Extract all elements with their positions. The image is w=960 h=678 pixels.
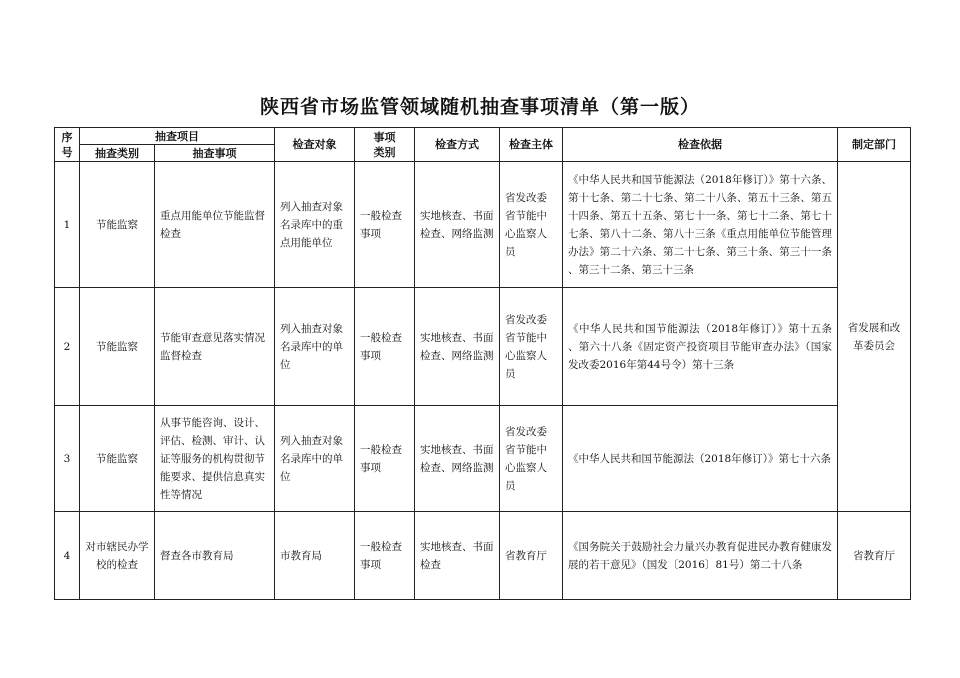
cell-subject: 省发改委省节能中心监察人员 [500,162,563,288]
header-check-object: 检查对象 [275,128,355,162]
header-seq: 序 号 [55,128,80,162]
cell-dept: 省教育厅 [838,512,911,600]
cell-matter: 从事节能咨询、设计、评估、检测、审计、认证等服务的机构贯彻节能要求、提供信息真实性等情况 [155,406,275,512]
cell-basis: 《中华人民共和国节能源法（2018年修订）》第七十六条 [563,406,838,512]
cell-object: 列入抽查对象名录库中的重点用能单位 [275,162,355,288]
table-row [55,406,911,512]
header-matter-type: 事项 类别 [355,128,415,162]
cell-seq: 2 [55,288,80,406]
cell-object: 列入抽查对象名录库中的单位 [275,406,355,512]
header-check-item: 抽查项目 [80,128,275,145]
cell-seq: 4 [55,512,80,600]
header-check-category: 抽查类别 [80,145,155,162]
header-check-method: 检查方式 [415,128,500,162]
cell-object: 市教育局 [275,512,355,600]
cell-subject: 省教育厅 [500,512,563,600]
page-title: 陕西省市场监管领域随机抽查事项清单（第一版） [259,96,700,118]
cell-method: 实地核查、书面检查、网络监测 [415,406,500,512]
cell-seq: 3 [55,406,80,512]
cell-subject: 省发改委省节能中心监察人员 [500,406,563,512]
cell-category: 节能监察 [80,406,155,512]
table-row [55,512,911,600]
cell-matter: 重点用能单位节能监督检查 [155,162,275,288]
cell-method: 实地核查、书面检查 [415,512,500,600]
cell-seq: 1 [55,162,80,288]
cell-method: 实地核查、书面检查、网络监测 [415,162,500,288]
header-dept: 制定部门 [838,128,911,162]
cell-type: 一般检查事项 [355,406,415,512]
cell-subject: 省发改委省节能中心监察人员 [500,288,563,406]
cell-matter: 节能审查意见落实情况监督检查 [155,288,275,406]
cell-type: 一般检查事项 [355,288,415,406]
cell-dept-merged: 省发展和改革委员会 [838,162,911,512]
cell-basis: 《国务院关于鼓励社会力量兴办教育促进民办教育健康发展的若干意见》（国发〔2016〕81号）第二十八条 [563,512,838,600]
cell-category: 节能监察 [80,162,155,288]
cell-basis: 《中华人民共和国节能源法（2018年修订）》第十五条 、第六十八条《固定资产投资项目节能审查办法》（国家发改委2016年第44号令）第十三条 [563,288,838,406]
inspection-table [54,127,911,600]
table-row [55,162,911,288]
table-row [55,288,911,406]
cell-category: 对市辖民办学校的检查 [80,512,155,600]
cell-method: 实地核查、书面检查、网络监测 [415,288,500,406]
cell-type: 一般检查事项 [355,512,415,600]
header-check-subject: 检查主体 [500,128,563,162]
cell-object: 列入抽查对象名录库中的单位 [275,288,355,406]
header-check-basis: 检查依据 [563,128,838,162]
cell-type: 一般检查事项 [355,162,415,288]
header-check-matter: 抽查事项 [155,145,275,162]
cell-matter: 督查各市教育局 [155,512,275,600]
cell-basis: 《中华人民共和国节能源法（2018年修订）》第十六条、第十七条、第二十七条、第二十八条、第五十三条、第五十四条、第五十五条、第七十一条、第七十二条、第七十七条、第八十二条、第八十三条《重点用能单位节能管理办法》第二十六条、第二十七条、第三十条、第三十一条 、第三十二条、第三十三条 [563,162,838,288]
cell-category: 节能监察 [80,288,155,406]
